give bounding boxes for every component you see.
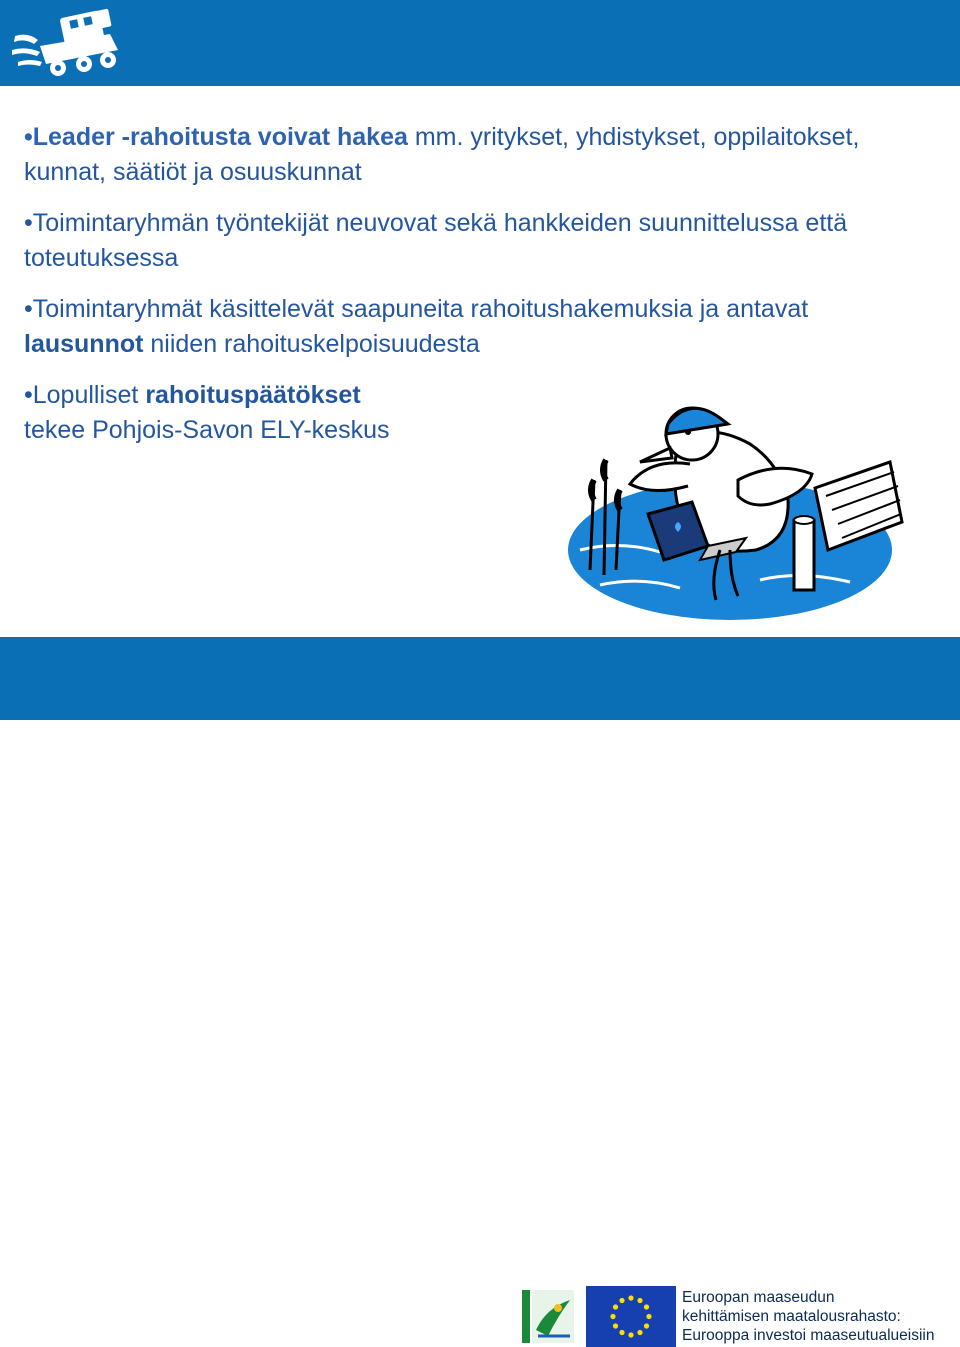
bullet-applicants-rest: mm. yritykset, yhdistykset, oppilaitokset, kunnat, säätiöt ja osuuskunnat (24, 123, 860, 186)
bullet-applications-before: •Toimintaryhmät käsittelevät saapuneita rahoitushakemuksia ja antavat (24, 295, 809, 323)
bullet-decisions-before: •Lopulliset (24, 381, 146, 409)
bullet-decisions-bold: rahoituspäätökset (145, 381, 361, 409)
footer-band (0, 637, 960, 1344)
train-logo-icon (10, 6, 140, 82)
website-link[interactable]: www.ylasavonveturi.fi (44, 1291, 412, 1333)
bullet-applications (24, 292, 924, 362)
eu-text-line: kehittämisen maatalousrahasto: (682, 1308, 901, 1325)
bullet-applicants-lead: •Leader -rahoitusta voivat hakea (24, 123, 408, 151)
bullet-applications-bold: lausunnot (24, 330, 144, 358)
eu-fund-text (682, 1288, 934, 1345)
bullet-applications-after: niiden rahoituskelpoisuudesta (143, 330, 480, 358)
eu-flag-icon (586, 1286, 676, 1347)
bullet-advice: •Toimintaryhmän työntekijät neuvovat sekä hankkeiden suunnittelussa että toteutuksessa (24, 209, 848, 272)
header-band (0, 0, 960, 86)
eu-text-line: Euroopan maaseudun (682, 1289, 835, 1306)
bullet-applicants (24, 120, 924, 190)
bullet-decisions-after: tekee Pohjois-Savon ELY-keskus (24, 416, 390, 444)
leader-logo-icon (518, 1286, 578, 1347)
eu-text-line: Eurooppa investoi maaseutualueisiin (682, 1327, 935, 1344)
duck-with-laptop-illustration (560, 400, 910, 625)
